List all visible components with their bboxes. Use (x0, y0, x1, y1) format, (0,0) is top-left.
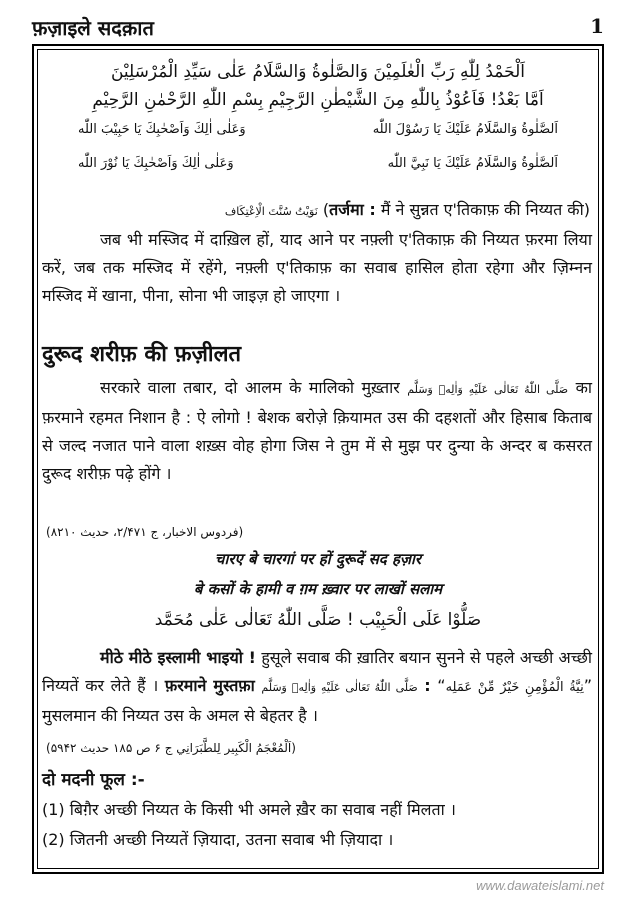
durood-paragraph (38, 374, 598, 488)
durood-salutation: صَلَّى اللّٰهُ تَعَالٰى عَلَيْهِ وَاٰلِهٖ وَسَلَّم (407, 383, 569, 396)
niyyat-line: نَوَيْتُ سُنَّتَ الْاِعْتِكَاف (तर्जमा : मैं ने सुन्नत ए'तिकाफ़ की निय्यत की) (224, 200, 590, 219)
hadith-translation: मुसलमान की निय्यत उस के अमल से बेहतर है । (42, 706, 318, 725)
arabic-line-1: اَلْحَمْدُ لِلّٰهِ رَبِّ الْعٰلَمِيْنَ وَالصَّلٰوةُ وَالسَّلَامُ عَلٰى سَيِّدِ الْمُرْسَلِيْنَ (110, 62, 526, 82)
content-frame-inner (37, 49, 599, 869)
madani-phool-item-1: (1) बिग़ैर अच्छी निय्यत के किसी भी अमले ख़ैर का सवाब नहीं मिलता । (42, 800, 456, 819)
arabic-line-4 (38, 154, 598, 174)
hadith-reference: (اَلْمُعْجَمُ الْكَبِير لِلطَّبَرَانِي ج ۶ ص ۱۸۵ حدیث ۵۹۴۲) (46, 741, 296, 755)
durood-reference: (فردوس الاخبار، ج ۲/۴۷۱، حدیث ۸۲۱۰) (46, 525, 244, 539)
madani-phool-title: दो मदनी फूल :- (42, 770, 145, 790)
durood-text-before: सरकारे वाला तबार, दो आलम के मालिको मुख़्तार (100, 378, 400, 397)
hadith-arabic: نِيَّةُ الْمُؤْمِنِ خَيْرٌ مِّنْ عَمَلِه (445, 680, 584, 695)
madani-phool-item-2: (2) जितनी अच्छी निय्यतें ज़ियादा, उतना सवाब भी ज़ियादा । (42, 830, 394, 849)
durood-text-after: का फ़रमाने रहमत निशान है : ऐ लोगो ! बेशक बरोज़े क़ियामत उस की दहशतों और हिसाब किताब से जल्द नजात पाने वाला शख़्स वोह होगा जिस ने तुम में से मुझ पर दुन्या के अन्दर ब कसरत दुरूद शरीफ़ पढ़े होंगे । (42, 378, 593, 483)
farmaan-label: फ़रमाने मुस्तफ़ा (164, 676, 255, 695)
niyyat-translation: मैं ने सुन्नत ए'तिकाफ़ की निय्यत की (380, 200, 584, 219)
islami-bhai-text: हुसूले सवाब की ख़ातिर बयान सुनने से पहले अच्छी अच्छी निय्यतें कर लेते हैं । (42, 648, 592, 695)
website-link[interactable]: www.dawateislami.net (476, 878, 604, 893)
arabic-line-4-right: اَلصَّلٰوةُ وَالسَّلَامُ عَلَيْكَ يَا نَبِيَّ اللّٰه (387, 156, 558, 171)
arabic-line-3-right: اَلصَّلٰوةُ وَالسَّلَامُ عَلَيْكَ يَا رَسُوْلَ اللّٰه (372, 122, 558, 137)
farmaan-salutation: صَلَّى اللّٰهُ تَعَالٰى عَلَيْهِ وَاٰلِهٖ وَسَلَّم (261, 681, 418, 694)
arabic-line-3-left: وَعَلٰى اٰلِكَ وَاَصْحٰبِكَ يَا حَبِيْبَ اللّٰه (78, 122, 246, 137)
page-header (32, 14, 604, 40)
content-frame (32, 44, 604, 874)
arabic-line-3 (38, 120, 598, 140)
arabic-line-4-left: وَعَلٰى اٰلِكَ وَاَصْحٰبِكَ يَا نُوْرَ اللّٰه (78, 156, 234, 171)
arabic-line-2: اَمَّا بَعْدُ! فَاَعُوْذُ بِاللّٰهِ مِنَ الشَّيْطٰنِ الرَّجِيْمِ بِسْمِ اللّٰهِ الرَّحْمٰنِ الرَّحِيْمِ (92, 90, 544, 110)
salli-alal-habib: صَلُّوْا عَلَى الْحَبِيْب ! صَلَّى اللّٰهُ تَعَالٰى عَلٰى مُحَمَّد (154, 610, 482, 630)
islami-bhai-heading: मीठे मीठे इस्लामी भाइयो ! (100, 648, 256, 667)
islami-bhai-paragraph: मीठे मीठे इस्लामी भाइयो ! हुसूले सवाब की ख़ातिर बयान सुनने से पहले अच्छी अच्छी निय्यतें कर लेते हैं । फ़रमाने मुस्तफ़ा صَلَّى اللّٰهُ تَعَالٰى عَلَيْهِ وَاٰلِهٖ وَسَلَّم : “نِيَّةُ الْمُؤْمِنِ خَيْرٌ مِّنْ عَمَلِه” मुसलमान की निय्यत उस के अमल से बेहतर है । (42, 648, 593, 725)
verse-line-2: बे कसों के हामी व ग़म ख़्वार पर लाखों सलाम (193, 580, 443, 598)
page-number: 1 (590, 14, 604, 38)
niyyat-label: तर्जमा : (329, 200, 376, 219)
book-title: फ़ज़ाइले सदक़ात (32, 16, 154, 40)
verse-line-1: चारए बे चारगां पर हों दुरूदें सद हज़ार (214, 550, 422, 568)
niyyat-paragraph-block (38, 226, 598, 310)
niyyat-arabic: نَوَيْتُ سُنَّتَ الْاِعْتِكَاف (224, 205, 318, 218)
durood-title: दुरूद शरीफ़ की फ़ज़ीलत (42, 342, 242, 367)
farmaan-colon: : (424, 676, 431, 695)
niyyat-paragraph: जब भी मस्जिद में दाख़िल हों, याद आने पर नफ़्ली ए'तिकाफ़ की निय्यत फ़रमा लिया करें, जब तक मस्जिद में रहेंगे, नफ़्ली ए'तिकाफ़ का सवाब हासिल होता रहेगा और ज़िम्नन मस्जिद में खाना, पीना, सोना भी जाइज़ हो जाएगा । (42, 230, 592, 305)
